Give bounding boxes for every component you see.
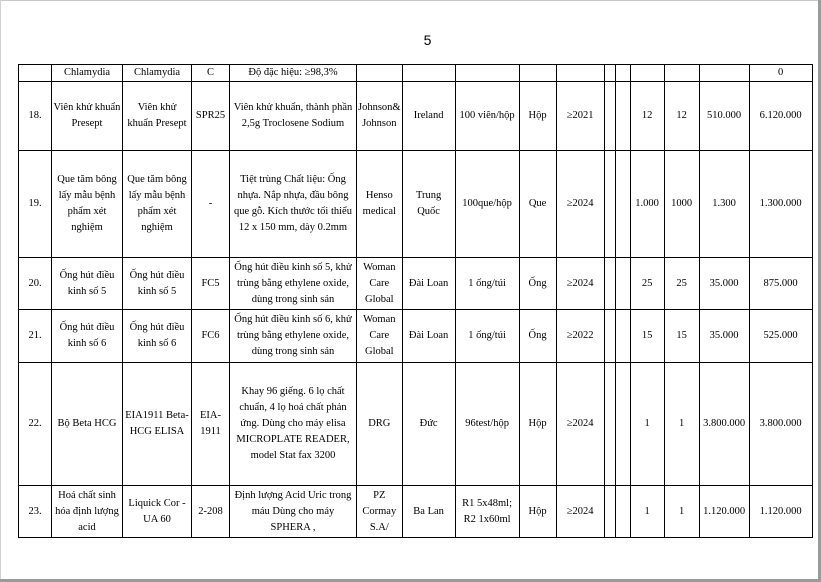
cell-total: 1.120.000 <box>749 486 812 538</box>
cell-origin <box>402 65 455 82</box>
cell-quantity-2: 1 <box>664 363 699 486</box>
cell-manufacturer: Henso medical <box>357 151 403 258</box>
cell-name: Que tăm bông lấy mẫu bệnh phẩm xét nghiệm <box>52 151 123 258</box>
cell-year <box>556 65 604 82</box>
cell-quantity-2: 1000 <box>664 151 699 258</box>
cell-year: ≥2024 <box>556 258 604 310</box>
cell-total: 6.120.000 <box>749 82 812 151</box>
cell-origin: Đức <box>402 363 455 486</box>
cell-empty-2 <box>615 310 630 363</box>
cell-code: - <box>192 151 230 258</box>
cell-manufacturer: PZ Cormay S.A/ <box>357 486 403 538</box>
cell-stt: 18. <box>19 82 52 151</box>
cell-price: 1.300 <box>699 151 749 258</box>
cell-empty-2 <box>615 151 630 258</box>
cell-description: Tiệt trùng Chất liệu: Ống nhựa. Nắp nhựa, đầu bông que gỗ. Kích thước tối thiểu 12 x 150 mm, dày 0.2mm <box>230 151 357 258</box>
cell-name: Bộ Beta HCG <box>52 363 123 486</box>
cell-manufacturer <box>357 65 403 82</box>
table-row <box>19 486 813 538</box>
cell-empty-2 <box>615 486 630 538</box>
cell-origin: Ireland <box>402 82 455 151</box>
cell-quantity: 25 <box>630 258 664 310</box>
cell-total: 0 <box>749 65 812 82</box>
cell-origin: Ba Lan <box>402 486 455 538</box>
cell-unit: Ống <box>519 310 556 363</box>
cell-packaging: 100 viên/hộp <box>455 82 519 151</box>
cell-price: 35.000 <box>699 258 749 310</box>
cell-manufacturer: Woman Care Global <box>357 258 403 310</box>
cell-name: Viên khử khuẩn Presept <box>52 82 123 151</box>
cell-manufacturer: Woman Care Global <box>357 310 403 363</box>
cell-code: FC5 <box>192 258 230 310</box>
page-number: 5 <box>423 32 432 48</box>
cell-total: 1.300.000 <box>749 151 812 258</box>
cell-empty-1 <box>604 258 615 310</box>
cell-unit: Que <box>519 151 556 258</box>
cell-stt: 20. <box>19 258 52 310</box>
cell-quantity-2: 1 <box>664 486 699 538</box>
cell-name: Chlamydia <box>52 65 123 82</box>
cell-packaging: 1 ống/túi <box>455 310 519 363</box>
cell-unit: Hộp <box>519 363 556 486</box>
cell-description: Độ đặc hiệu: ≥98,3% <box>230 65 357 82</box>
cell-year: ≥2021 <box>556 82 604 151</box>
cell-empty-2 <box>615 258 630 310</box>
cell-unit: Hộp <box>519 486 556 538</box>
cell-stt: 23. <box>19 486 52 538</box>
cell-manufacturer: Johnson& Johnson <box>357 82 403 151</box>
cell-total: 525.000 <box>749 310 812 363</box>
cell-empty-2 <box>615 65 630 82</box>
cell-manufacturer: DRG <box>357 363 403 486</box>
cell-code: FC6 <box>192 310 230 363</box>
cell-description: Viên khử khuẩn, thành phần 2,5g Troclosene Sodium <box>230 82 357 151</box>
cell-empty-1 <box>604 310 615 363</box>
cell-quantity: 15 <box>630 310 664 363</box>
cell-name: Ống hút điều kinh số 5 <box>52 258 123 310</box>
cell-quantity: 12 <box>630 82 664 151</box>
cell-packaging: 100que/hộp <box>455 151 519 258</box>
cell-stt: 22. <box>19 363 52 486</box>
cell-empty-2 <box>615 363 630 486</box>
cell-price: 1.120.000 <box>699 486 749 538</box>
cell-code: C <box>192 65 230 82</box>
cell-empty-2 <box>615 82 630 151</box>
cell-spec-name: Viên khử khuẩn Presept <box>123 82 192 151</box>
cell-code: 2-208 <box>192 486 230 538</box>
cell-quantity-2: 25 <box>664 258 699 310</box>
cell-quantity-2 <box>664 65 699 82</box>
cell-empty-1 <box>604 151 615 258</box>
cell-stt <box>19 65 52 82</box>
cell-origin: Đài Loan <box>402 258 455 310</box>
cell-total: 875.000 <box>749 258 812 310</box>
cell-year: ≥2024 <box>556 151 604 258</box>
table-row <box>19 310 813 363</box>
cell-quantity-2: 12 <box>664 82 699 151</box>
cell-description: Ống hút điều kinh số 6, khử trùng bằng ethylene oxide, dùng trong sinh sản <box>230 310 357 363</box>
cell-unit <box>519 65 556 82</box>
cell-name: Hoá chất sinh hóa định lượng acid <box>52 486 123 538</box>
cell-spec-name: Liquick Cor - UA 60 <box>123 486 192 538</box>
cell-spec-name: Ống hút điều kinh số 5 <box>123 258 192 310</box>
cell-price: 3.800.000 <box>699 363 749 486</box>
cell-origin: Đài Loan <box>402 310 455 363</box>
cell-packaging: 1 ống/túi <box>455 258 519 310</box>
cell-year: ≥2022 <box>556 310 604 363</box>
cell-year: ≥2024 <box>556 363 604 486</box>
cell-code: SPR25 <box>192 82 230 151</box>
table-row <box>19 82 813 151</box>
cell-quantity-2: 15 <box>664 310 699 363</box>
cell-empty-1 <box>604 486 615 538</box>
supplies-table <box>18 64 813 538</box>
cell-unit: Ống <box>519 258 556 310</box>
cell-spec-name: Chlamydia <box>123 65 192 82</box>
table-row <box>19 363 813 486</box>
cell-price: 35.000 <box>699 310 749 363</box>
cell-quantity: 1 <box>630 486 664 538</box>
cell-empty-1 <box>604 363 615 486</box>
cell-spec-name: Que tăm bông lấy mẫu bệnh phẩm xét nghiệm <box>123 151 192 258</box>
cell-packaging: 96test/hộp <box>455 363 519 486</box>
cell-packaging <box>455 65 519 82</box>
cell-total: 3.800.000 <box>749 363 812 486</box>
cell-quantity <box>630 65 664 82</box>
cell-code: EIA-1911 <box>192 363 230 486</box>
cell-quantity: 1.000 <box>630 151 664 258</box>
cell-description: Ống hút điều kinh số 5, khử trùng bằng ethylene oxide, dùng trong sinh sản <box>230 258 357 310</box>
cell-name: Ống hút điều kinh số 6 <box>52 310 123 363</box>
cell-price <box>699 65 749 82</box>
cell-unit: Hộp <box>519 82 556 151</box>
table-row <box>19 65 813 82</box>
table-row <box>19 151 813 258</box>
cell-spec-name: EIA1911 Beta-HCG ELISA <box>123 363 192 486</box>
cell-price: 510.000 <box>699 82 749 151</box>
cell-stt: 21. <box>19 310 52 363</box>
cell-spec-name: Ống hút điều kinh số 6 <box>123 310 192 363</box>
table-row <box>19 258 813 310</box>
cell-year: ≥2024 <box>556 486 604 538</box>
cell-empty-1 <box>604 82 615 151</box>
cell-origin: Trung Quốc <box>402 151 455 258</box>
cell-packaging: R1 5x48ml; R2 1x60ml <box>455 486 519 538</box>
cell-description: Khay 96 giếng. 6 lọ chất chuẩn, 4 lọ hoá chất phản ứng. Dùng cho máy elisa MICROPLATE READER, model Stat fax 3200 <box>230 363 357 486</box>
cell-quantity: 1 <box>630 363 664 486</box>
cell-description: Định lượng Acid Uric trong máu Dùng cho máy SPHERA , <box>230 486 357 538</box>
cell-stt: 19. <box>19 151 52 258</box>
cell-empty-1 <box>604 65 615 82</box>
